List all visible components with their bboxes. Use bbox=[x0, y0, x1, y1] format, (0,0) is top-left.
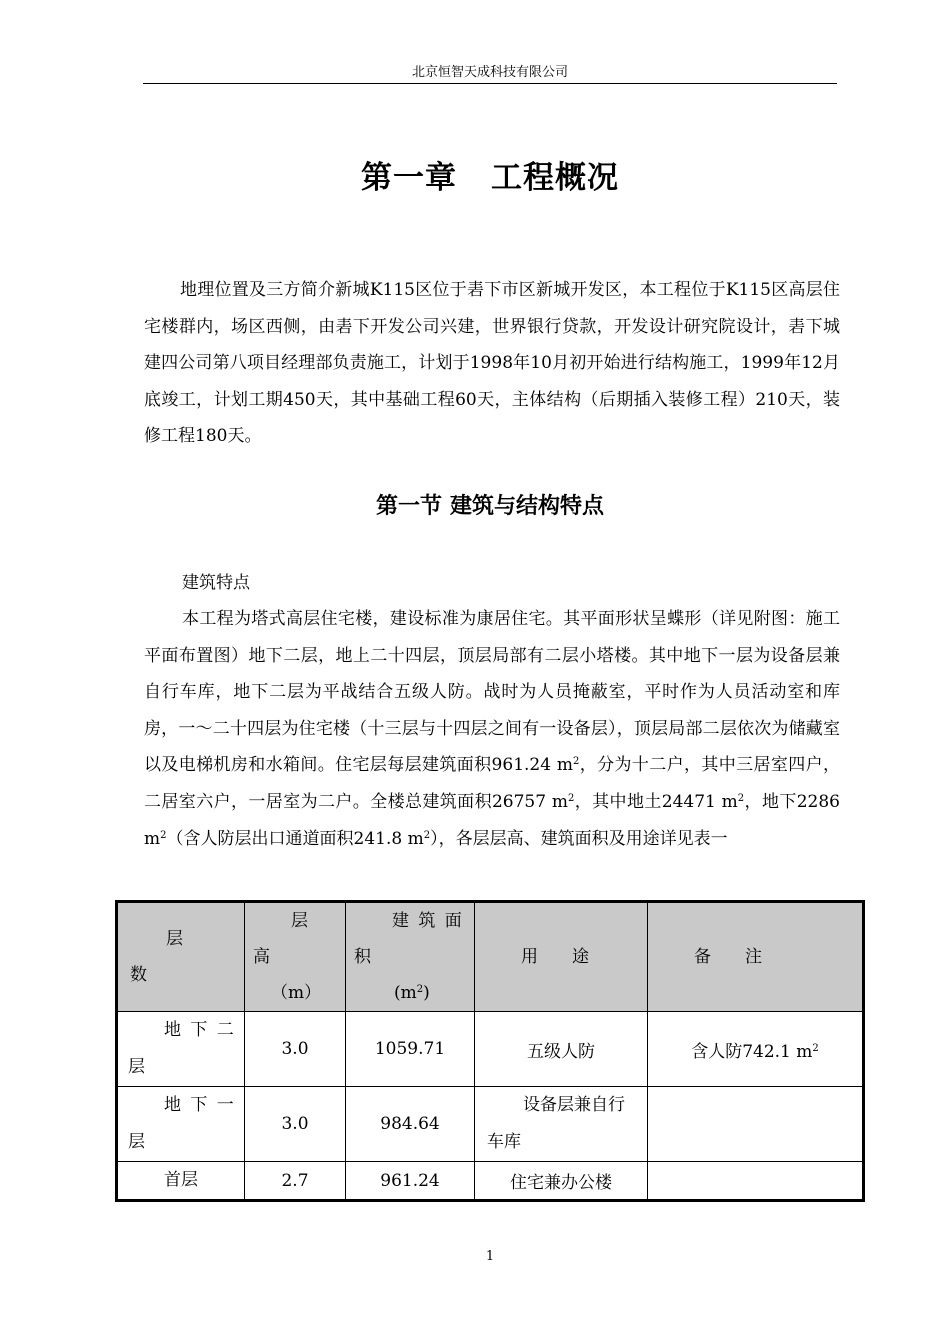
intro-paragraph: 地理位置及三方简介新城K115区位于砉下市区新城开发区，本工程位于K115区高层住宅楼群内，场区西侧，由砉下开发公司兴建，世界银行贷款，开发设计研究院设计，砉下城建四公司第八项目经理部负责施工，计划于1998年10月初开始进行结构施工，1999年12月底竣工，计划工期450天，其中基础工程60天，主体结构（后期插入装修工程）210天，装修工程180天。 bbox=[144, 280, 840, 447]
row-remark bbox=[648, 1087, 864, 1162]
subheading: 建筑特点 bbox=[182, 573, 250, 593]
section-name: 建筑与结构特点 bbox=[450, 494, 605, 519]
sup-5: 2 bbox=[423, 829, 431, 841]
header-floor: 层 数 bbox=[117, 902, 245, 1012]
body-text-2: ，分为十二户，其中三居室四户，二居室六户，一居室为二户。全楼总建筑面积26757 m bbox=[144, 755, 840, 812]
sup-1: 2 bbox=[572, 756, 580, 768]
row-usage: 设备层兼自行 车库 bbox=[475, 1087, 648, 1162]
section-number: 第一节 bbox=[375, 494, 442, 519]
table-row bbox=[117, 1162, 864, 1201]
table-header-row bbox=[117, 902, 864, 1012]
row-area: 1059.71 bbox=[346, 1012, 475, 1087]
body-text-6: ），各层层高、建筑面积及用途详见表一 bbox=[430, 828, 728, 849]
header-area: 建 筑 面 积 $(m^2)$ bbox=[346, 902, 475, 1012]
row-floor: 地 下 二 层 bbox=[117, 1012, 245, 1087]
floor-table bbox=[115, 900, 865, 1202]
row-usage: 住宅兼办公楼 bbox=[475, 1162, 648, 1201]
sup-2: 2 bbox=[567, 792, 575, 804]
table-row bbox=[117, 1012, 864, 1087]
row-usage: 五级人防 bbox=[475, 1012, 648, 1087]
body-text-5: （含人防层出口通道面积241.8 m bbox=[166, 828, 424, 849]
row-height: 3.0 bbox=[245, 1012, 346, 1087]
table-row bbox=[117, 1087, 864, 1162]
header-remark: 备 注 bbox=[648, 902, 864, 1012]
row-remark: 含人防742.1 $m^2$ bbox=[648, 1012, 864, 1087]
chapter-title bbox=[143, 156, 837, 200]
section-title bbox=[143, 490, 837, 524]
header-height: 层 高 （m） bbox=[245, 902, 346, 1012]
row-remark bbox=[648, 1162, 864, 1201]
body-text-3: ，其中地土24471 m bbox=[574, 791, 738, 812]
row-height: 3.0 bbox=[245, 1087, 346, 1162]
body-paragraph bbox=[144, 601, 840, 857]
header-usage: 用 途 bbox=[475, 902, 648, 1012]
row-height: 2.7 bbox=[245, 1162, 346, 1201]
header-rule bbox=[143, 83, 837, 84]
page-number: 1 bbox=[485, 1249, 495, 1264]
row-floor: 地 下 一 层 bbox=[117, 1087, 245, 1162]
sup-4: 2 bbox=[160, 829, 167, 841]
row-floor: 首层 bbox=[117, 1162, 245, 1201]
row-area: 984.64 bbox=[346, 1087, 475, 1162]
body-text-1: 本工程为塔式高层住宅楼，建设标准为康居住宅。其平面形状呈蝶形（详见附图：施工平面布置图）地下二层，地上二十四层，顶层局部有二层小塔楼。其中地下一层为设备层兼自行车库，地下二层为平战结合五级人防。战时为人员掩蔽室，平时作为人员活动室和库房，一～二十四层为住宅楼（十三层与十四层之间有一设备层），顶层局部二层依次为储藏室以及电梯机房和水箱间。住宅层每层建筑面积961.24 m bbox=[144, 609, 840, 776]
body-text-4: ，地下2286 m bbox=[144, 791, 840, 849]
chapter-name: 工程概况 bbox=[491, 160, 619, 196]
row-area: 961.24 bbox=[346, 1162, 475, 1201]
page-header: 北京恒智天成科技有限公司 bbox=[411, 65, 568, 80]
sup-3: 2 bbox=[737, 792, 745, 804]
chapter-number: 第一章 bbox=[361, 160, 457, 196]
